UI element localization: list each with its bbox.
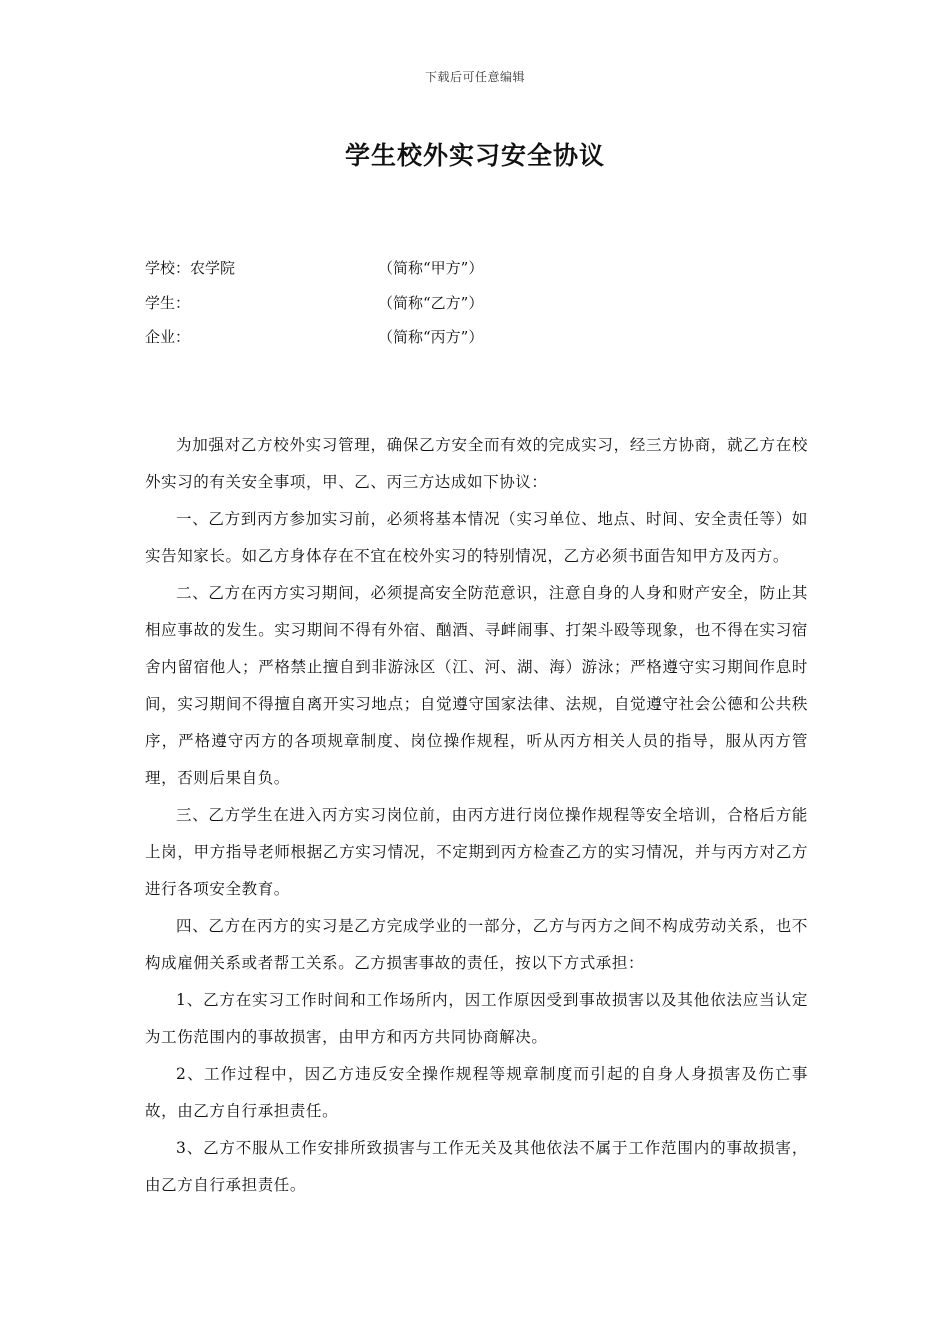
parties-block [145, 256, 805, 360]
party-alias: （简称“甲方”） [378, 259, 484, 277]
party-row-student [145, 291, 805, 326]
party-label: 学校：农学院 [145, 259, 236, 277]
party-alias: （简称“乙方”） [378, 293, 484, 312]
party-label: 企业： [145, 328, 191, 346]
header-note: 下载后可任意编辑 [424, 70, 525, 84]
document-title: 学生校外实习安全协议 [344, 141, 605, 170]
sub-clause-2-paragraph: 2、工作过程中，因乙方违反安全操作规程等规章制度而引起的自身人身损害及伤亡事故，由乙方自行承担责任。 [145, 1065, 808, 1120]
clause-3-paragraph: 三、乙方学生在进入丙方实习岗位前，由丙方进行岗位操作规程等安全培训，合格后方能上岗，甲方指导老师根据乙方实习情况，不定期到丙方检查乙方的实习情况，并与丙方对乙方进行各项安全教育。 [145, 806, 808, 898]
party-label: 学生： [145, 293, 191, 312]
sub-clause-3-paragraph: 3、乙方不服从工作安排所致损害与工作无关及其他依法不属于工作范围内的事故损害，由乙方自行承担责任。 [145, 1139, 808, 1194]
agreement-body [145, 427, 808, 1204]
party-row-enterprise [145, 325, 805, 360]
party-alias: （简称“丙方”） [378, 328, 484, 346]
sub-clause-1-paragraph: 1、乙方在实习工作时间和工作场所内，因工作原因受到事故损害以及其他依法应当认定为工伤范围内的事故损害，由甲方和丙方共同协商解决。 [145, 991, 808, 1046]
party-row-school [145, 256, 805, 291]
clause-2-paragraph: 二、乙方在丙方实习期间，必须提高安全防范意识，注意自身的人身和财产安全，防止其相应事故的发生。实习期间不得有外宿、酗酒、寻衅闹事、打架斗殴等现象，也不得在实习宿舍内留宿他人；严格禁止擅自到非游泳区（江、河、湖、海）游泳；严格遵守实习期间作息时间，实习期间不得擅自离开实习地点；自觉遵守国家法律、法规，自觉遵守社会公德和公共秩序，严格遵守丙方的各项规章制度、岗位操作规程，听从丙方相关人员的指导，服从丙方管理，否则后果自负。 [145, 584, 808, 787]
clause-4-paragraph: 四、乙方在丙方的实习是乙方完成学业的一部分，乙方与丙方之间不构成劳动关系，也不构成雇佣关系或者帮工关系。乙方损害事故的责任，按以下方式承担： [145, 917, 808, 972]
intro-paragraph: 为加强对乙方校外实习管理，确保乙方安全而有效的完成实习，经三方协商，就乙方在校外实习的有关安全事项，甲、乙、丙三方达成如下协议： [145, 436, 808, 491]
clause-1-paragraph: 一、乙方到丙方参加实习前，必须将基本情况（实习单位、地点、时间、安全责任等）如实告知家长。如乙方身体存在不宜在校外实习的特别情况，乙方必须书面告知甲方及丙方。 [145, 510, 808, 565]
